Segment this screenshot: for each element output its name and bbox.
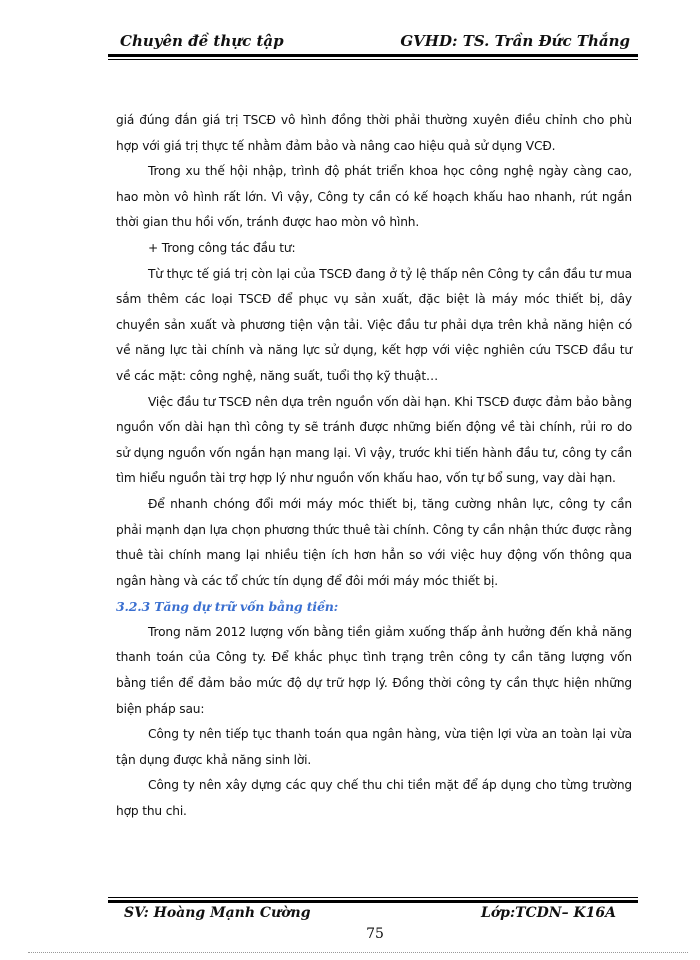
- paragraph: Để nhanh chóng đổi mới máy móc thiết bị, tăng cường nhân lực, công ty cần phải mạnh dạn lựa chọn phương thức thuê tài chính. Công ty cần nhận thức được rằng thuê tài chính mang lại nhiều tiện ích hơn hẳn so với việc huy động vốn thông qua ngân hàng và các tổ chức tín dụng để đôi mới máy móc thiết bị.: [116, 496, 632, 588]
- paragraph: Công ty nên xây dựng các quy chế thu chi tiền mặt để áp dụng cho từng trường hợp thu chi.: [116, 778, 632, 819]
- body-text: [116, 108, 632, 825]
- paragraph: giá đúng đắn giá trị TSCĐ vô hình đồng thời phải thường xuyên điều chỉnh cho phù hợp với giá trị thực tế nhằm đảm bảo và nâng cao hiệu quả sử dụng VCĐ.: [116, 113, 632, 153]
- header-supervisor: GVHD: TS. Trần Đức Thắng: [400, 32, 630, 50]
- footer-rule-thin: [108, 897, 638, 898]
- header-rule-thin: [108, 59, 638, 60]
- paragraph: Việc đầu tư TSCĐ nên dựa trên nguồn vốn dài hạn. Khi TSCĐ được đảm bảo bằng nguồn vốn dài hạn thì công ty sẽ tránh được những biến động về tài chính, rủi ro do sử dụng nguồn vốn ngắn hạn mang lại. Vì vậy, trước khi tiến hành đầu tư, công ty cần tìm hiểu nguồn tài trợ hợp lý như nguồn vốn khấu hao, vốn tự bổ sung, vay dài hạn.: [116, 394, 632, 486]
- section-heading: 3.2.3 Tăng dự trữ vốn bằng tiền:: [116, 599, 339, 615]
- page-break-line: [28, 952, 688, 953]
- page-header: [108, 30, 638, 54]
- paragraph: Từ thực tế giá trị còn lại của TSCĐ đang ở tỷ lệ thấp nên Công ty cần đầu tư mua sắm thêm các loại TSCĐ để phục vụ sản xuất, đặc biệt là máy móc thiết bị, dây chuyền sản xuất và phương tiện vận tải. Việc đầu tư phải dựa trên khả năng hiện có về năng lực tài chính và năng lực sử dụng, kết hợp với việc nghiên cứu TSCĐ đầu tư về các mặt: công nghệ, năng suất, tuổi thọ kỹ thuật…: [116, 266, 632, 383]
- paragraph: Công ty nên tiếp tục thanh toán qua ngân hàng, vừa tiện lợi vừa an toàn lại vừa tận dụng được khả năng sinh lời.: [116, 727, 632, 767]
- paragraph: Trong năm 2012 lượng vốn bằng tiền giảm xuống thấp ảnh hưởng đến khả năng thanh toán của Công ty. Để khắc phục tình trạng trên công ty cần tăng lượng vốn bằng tiền để đảm bảo mức độ dự trữ hợp lý. Đồng thời công ty cần thực hiện những biện pháp sau:: [116, 624, 632, 716]
- page-footer: [108, 903, 638, 925]
- header-rule: [108, 54, 638, 57]
- paragraph: Trong xu thế hội nhập, trình độ phát triển khoa học công nghệ ngày càng cao, hao mòn vô hình rất lớn. Vì vậy, Công ty cần có kế hoạch khấu hao nhanh, rút ngắn thời gian thu hồi vốn, tránh được hao mòn vô hình.: [116, 164, 632, 230]
- paragraph: + Trong công tác đầu tư:: [148, 240, 296, 255]
- header-title: Chuyên đề thực tập: [120, 32, 284, 50]
- footer-student: SV: Hoàng Mạnh Cường: [124, 905, 311, 921]
- footer-class: Lớp:TCDN– K16A: [480, 905, 616, 921]
- page-number: 75: [366, 926, 384, 942]
